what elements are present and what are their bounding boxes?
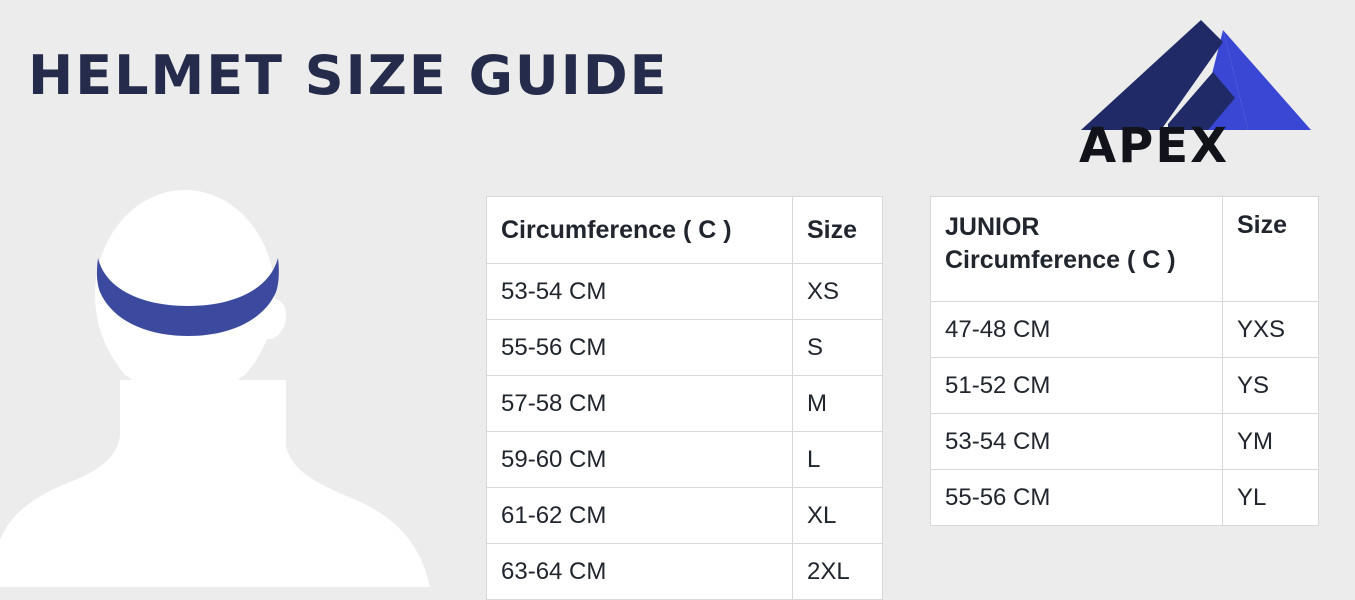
apex-logo <box>1073 12 1313 167</box>
adult-circumference-value: 59-60 CM <box>487 432 793 488</box>
table-row <box>487 488 883 544</box>
apex-wordmark: APEX <box>1079 118 1230 167</box>
junior-size-value: YL <box>1223 470 1319 526</box>
table-row <box>487 432 883 488</box>
table-row <box>487 544 883 600</box>
junior-header-line-1: JUNIOR <box>945 213 1040 241</box>
adult-circumference-value: 61-62 CM <box>487 488 793 544</box>
junior-circumference-value: 51-52 CM <box>931 358 1223 414</box>
adult-size-value: 2XL <box>793 544 883 600</box>
adult-size-value: S <box>793 320 883 376</box>
table-header-row <box>931 197 1319 302</box>
junior-size-table <box>930 196 1319 526</box>
junior-circumference-value: 55-56 CM <box>931 470 1223 526</box>
table-row <box>931 414 1319 470</box>
junior-size-value: YS <box>1223 358 1319 414</box>
table-row <box>931 470 1319 526</box>
junior-size-table-container <box>930 196 1319 526</box>
adult-size-table-container <box>486 196 883 600</box>
adult-header-size: Size <box>793 197 883 264</box>
adult-circumference-value: 57-58 CM <box>487 376 793 432</box>
junior-header-line-2: Circumference ( C ) <box>945 246 1176 274</box>
table-row <box>487 320 883 376</box>
adult-circumference-value: 55-56 CM <box>487 320 793 376</box>
table-row <box>487 264 883 320</box>
adult-size-value: XS <box>793 264 883 320</box>
page-title: HELMET SIZE GUIDE <box>28 44 669 107</box>
adult-size-table <box>486 196 883 600</box>
adult-header-circumference: Circumference ( C ) <box>487 197 793 264</box>
head-silhouette-figure <box>0 180 460 587</box>
table-header-row <box>487 197 883 264</box>
table-row <box>931 302 1319 358</box>
adult-size-value: L <box>793 432 883 488</box>
body-silhouette <box>0 380 430 587</box>
junior-size-value: YM <box>1223 414 1319 470</box>
apex-logo-mark <box>1073 12 1313 167</box>
junior-circumference-value: 47-48 CM <box>931 302 1223 358</box>
table-row <box>931 358 1319 414</box>
junior-circumference-value: 53-54 CM <box>931 414 1223 470</box>
junior-size-value: YXS <box>1223 302 1319 358</box>
junior-header-size: Size <box>1223 197 1319 302</box>
adult-size-value: M <box>793 376 883 432</box>
adult-size-value: XL <box>793 488 883 544</box>
table-row <box>487 376 883 432</box>
adult-circumference-value: 53-54 CM <box>487 264 793 320</box>
adult-circumference-value: 63-64 CM <box>487 544 793 600</box>
junior-header-circumference <box>931 197 1223 302</box>
